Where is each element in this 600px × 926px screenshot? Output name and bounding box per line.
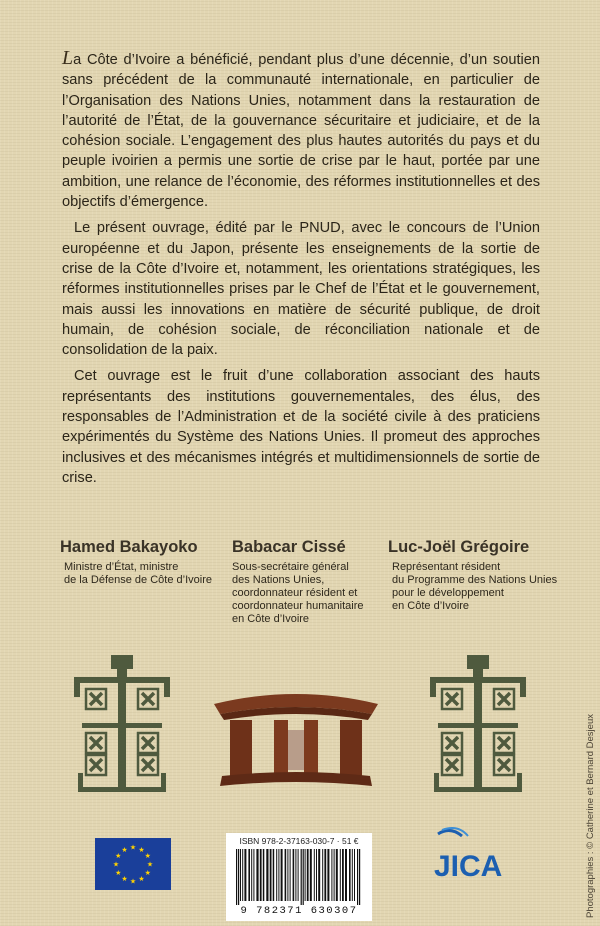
drop-cap: L [62,47,74,69]
eu-star-icon: ★ [138,875,145,884]
author-role-line: coordonnateur résident et [232,587,358,599]
barcode-bar [276,849,277,901]
adinkra-emblem-left-icon [72,655,172,795]
author-name: Hamed Bakayoko [60,538,198,556]
barcode-bar [238,849,239,905]
barcode-bar [324,849,326,901]
author-role-line: du Programme des Nations Unies [392,574,558,586]
barcode-bar [295,849,296,901]
author-role-line: Ministre d’État, ministre [64,561,179,573]
barcode-bars-icon [232,849,366,905]
author-role-line: Représentant résident [392,561,501,573]
eu-star-icon: ★ [144,869,151,877]
eu-star-icon: ★ [121,845,128,854]
author-role-line: des Nations Unies, [232,574,325,586]
barcode-bar [273,849,275,901]
eu-stars-icon [95,838,171,890]
barcode-bar [301,849,302,905]
barcode-bar [240,849,241,901]
paragraph-1 [62,48,540,212]
barcode-bar [248,849,250,901]
author-role-line: de la Défense de Côte d’Ivoire [64,574,212,586]
barcode-bar [298,849,299,901]
adinkra-emblem-right-icon [428,655,528,795]
author-gregoire [388,538,568,613]
jica-logo [428,826,508,890]
wooden-stool-image [212,690,380,788]
author-name: Babacar Cissé [232,538,346,556]
barcode-bar [307,849,309,901]
barcode-bar [303,849,304,905]
barcode-bar [349,849,351,901]
isbn-text: ISBN 978-2-37163-030-7 · 51 € [239,836,359,846]
barcode-bar [270,849,272,901]
barcode-bar [290,849,291,901]
barcode-bar [357,849,358,905]
barcode-bar [318,849,320,901]
barcode [226,833,372,921]
paragraph-3: Cet ouvrage est le fruit d’une collaboration associant des hauts représentants des institutions gouvernementales, des élus, des responsables de l’Administration et de la société civile à des praticiens expérimentés du Système des Nations Unies. Il promeut des approches inclusives et des mécanismes intégrés et multidimensionnels de sortie de crise. [62,368,540,486]
author-name: Luc-Joël Grégoire [388,538,530,556]
author-role [388,561,568,613]
author-bakayoko [60,538,220,587]
barcode-bar [334,849,335,901]
jica-wordmark: JICA [434,850,503,883]
author-role-line: pour le développement [392,587,504,599]
barcode-bar [352,849,353,901]
barcode-bar [342,849,344,901]
barcode-bar [285,849,287,901]
photo-credit: Photographies : © Catherine et Bernard Desjeux [585,714,596,918]
eu-star-icon: ★ [115,852,122,860]
barcode-bar [340,849,341,901]
barcode-bar [244,849,246,901]
barcode-bar [331,849,332,901]
barcode-bar [305,849,306,901]
barcode-bar [316,849,317,901]
eu-star-icon: ★ [146,860,154,869]
author-role-line: coordonnateur humanitaire [232,600,364,612]
eu-star-icon: ★ [129,843,137,852]
author-role [60,561,220,587]
eu-star-icon: ★ [115,869,122,877]
barcode-bar [336,849,338,901]
barcode-bar [310,849,312,901]
barcode-bar [251,849,252,901]
barcode-digits: 9 782371 630307 [240,905,358,917]
eu-star-icon: ★ [129,877,137,886]
barcode-bar [266,849,268,901]
eu-star-icon: ★ [138,845,145,854]
author-role [232,561,382,626]
barcode-bar [281,849,283,901]
barcode-bar [242,849,243,901]
barcode-bar [263,849,265,901]
barcode-bar [253,849,254,901]
author-role-line: Sous-secrétaire général [232,561,349,573]
barcode-bar [260,849,262,901]
barcode-bar [278,849,279,901]
eu-flag-icon [95,838,171,890]
eu-star-icon: ★ [112,860,120,869]
barcode-bar [322,849,323,901]
barcode-bar [236,849,237,905]
eu-star-icon: ★ [121,875,128,884]
barcode-bar [287,849,288,901]
barcode-bar [345,849,347,901]
eu-star-icon: ★ [144,852,151,860]
barcode-bar [359,849,360,905]
barcode-bar [354,849,355,901]
back-cover-text [62,48,540,494]
author-role-line: en Côte d’Ivoire [392,600,470,612]
paragraph-1-text: a Côte d’Ivoire a bénéficié, pendant plus d’une décennie, d’un soutien sans précédent de la communauté internationale, en particulier de l’Organisation des Nations Unies, notamment dans la restauration de l’autorité de l’État, de la gouvernance sécuritaire et judiciaire, et de la cohésion sociale. L’engagement des plus hautes autorités du pays et du peuple ivoirien a permis une sortie de crise par le haut, portée par une ambition, une relance de l’économie, des réformes institutionnelles et des objectifs d’émergence. [62,52,540,211]
author-role-line: en Côte d’Ivoire [232,613,310,625]
barcode-bar [256,849,258,901]
barcode-bar [293,849,295,901]
barcode-bar [314,849,315,901]
barcode-bar [327,849,329,901]
author-cisse [232,538,382,626]
paragraph-2: Le présent ouvrage, édité par le PNUD, avec le concours de l’Union européenne et du Japon, présente les enseignements de la sortie de crise de la Côte d’Ivoire et, notamment, les orientations stratégiques, les réformes institutionnelles prises par le Chef de l’État et le gouvernement, mais aussi les innovations en matière de sécurité publique, de droit humain, de cohésion sociale, de réconciliation nationale et de consolidation de la paix. [62,220,540,359]
